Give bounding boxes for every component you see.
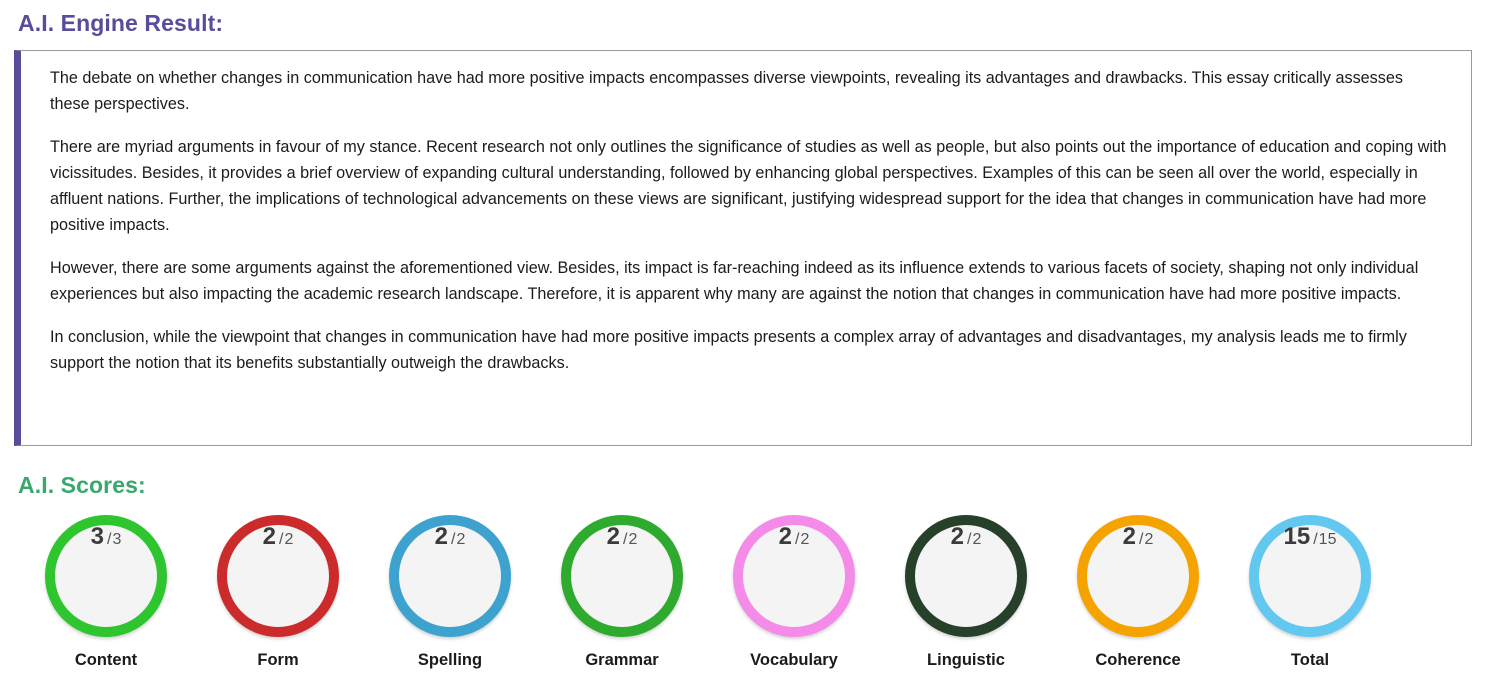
score-item-total <box>1224 515 1396 670</box>
score-label: Form <box>257 651 299 669</box>
score-item-grammar <box>536 515 708 670</box>
score-label: Coherence <box>1095 651 1181 669</box>
score-separator: / <box>451 531 456 548</box>
score-ring <box>1077 515 1199 637</box>
score-ring <box>45 515 167 637</box>
score-max: 3 <box>112 531 122 548</box>
score-max: 2 <box>972 531 982 548</box>
score-ring-value <box>1123 525 1154 549</box>
score-item-vocabulary <box>708 515 880 670</box>
score-ring-value <box>779 525 810 549</box>
score-ring <box>217 515 339 637</box>
score-value: 2 <box>778 523 792 550</box>
score-ring-list <box>14 515 1472 670</box>
score-ring-value <box>91 525 122 549</box>
score-item-coherence <box>1052 515 1224 670</box>
score-separator: / <box>1139 531 1144 548</box>
score-item-spelling <box>364 515 536 670</box>
result-paragraph: The debate on whether changes in communication have had more positive impacts encompasses diverse viewpoints, revealing its advantages and drawbacks. This essay critically assesses these perspectives. <box>50 69 1403 113</box>
score-separator: / <box>967 531 972 548</box>
score-value: 2 <box>1122 523 1136 550</box>
score-item-content <box>20 515 192 670</box>
score-separator: / <box>623 531 628 548</box>
score-ring <box>561 515 683 637</box>
engine-result-box <box>14 50 1472 446</box>
score-separator: / <box>1313 531 1318 548</box>
score-max: 2 <box>1144 531 1154 548</box>
score-value: 2 <box>950 523 964 550</box>
score-separator: / <box>107 531 112 548</box>
result-paragraph: In conclusion, while the viewpoint that changes in communication have had more positive impacts presents a complex array of advantages and disadvantages, my analysis leads me to firmly support the notion that its benefits substantially outweigh the drawbacks. <box>50 328 1407 372</box>
score-ring-value <box>607 525 638 549</box>
score-ring-value <box>951 525 982 549</box>
score-max: 2 <box>628 531 638 548</box>
score-max: 2 <box>284 531 294 548</box>
score-ring <box>389 515 511 637</box>
score-value: 3 <box>90 523 104 550</box>
score-value: 2 <box>434 523 448 550</box>
score-separator: / <box>795 531 800 548</box>
score-item-linguistic <box>880 515 1052 670</box>
score-ring-value <box>435 525 466 549</box>
result-paragraph: There are myriad arguments in favour of my stance. Recent research not only outlines the significance of studies as well as people, but also points out the importance of education and coping with vicissitudes. Besides, it provides a brief overview of expanding cultural understanding, followed by enhancing global perspectives. Examples of this can be seen all over the world, especially in affluent nations. Further, the implications of technological advancements on these views are significant, justifying widespread support for the idea that changes in communication have had more positive impacts. <box>50 138 1447 234</box>
score-ring-value <box>1284 525 1337 549</box>
score-ring-value <box>263 525 294 549</box>
score-item-form <box>192 515 364 670</box>
score-label: Vocabulary <box>750 651 838 669</box>
score-value: 2 <box>606 523 620 550</box>
score-label: Content <box>74 651 138 669</box>
score-label: Linguistic <box>927 651 1005 669</box>
score-max: 2 <box>800 531 810 548</box>
score-max: 2 <box>456 531 466 548</box>
result-paragraph: However, there are some arguments against the aforementioned view. Besides, its impact is far-reaching indeed as its influence extends to various facets of society, shaping not only individual experiences but also impacting the academic research landscape. Therefore, it is apparent why many are against the notion that changes in communication have had more positive impacts. <box>50 259 1419 303</box>
engine-result-heading: A.I. Engine Result: <box>18 10 224 36</box>
score-separator: / <box>279 531 284 548</box>
score-label: Total <box>1290 651 1330 669</box>
score-max: 15 <box>1318 531 1337 548</box>
score-ring <box>905 515 1027 637</box>
score-label: Spelling <box>417 651 483 669</box>
score-label: Grammar <box>585 651 659 669</box>
ai-scores-heading: A.I. Scores: <box>18 472 146 498</box>
score-ring <box>733 515 855 637</box>
score-value: 2 <box>262 523 276 550</box>
score-ring <box>1249 515 1371 637</box>
score-value: 15 <box>1283 523 1311 550</box>
